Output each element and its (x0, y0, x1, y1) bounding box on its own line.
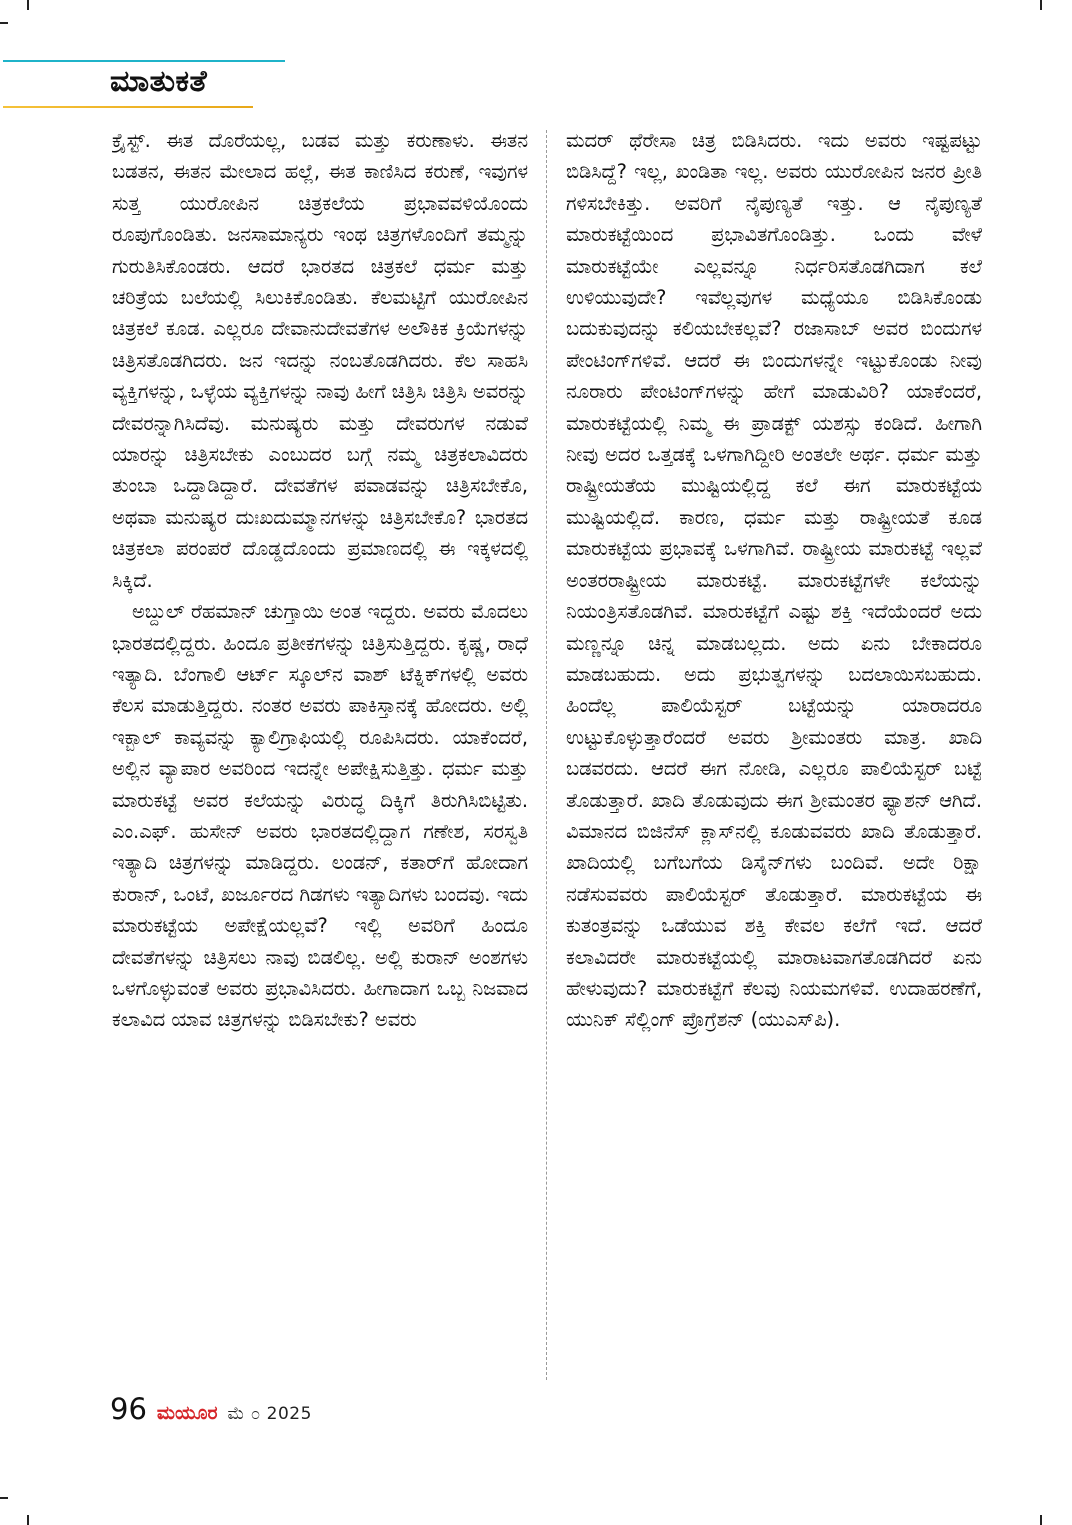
article-column-right (566, 125, 982, 1383)
column-divider (546, 130, 547, 1380)
issue-date: ಮೆ ೦ 2025 (227, 1404, 312, 1424)
crop-mark-bottom-right (1040, 1515, 1042, 1525)
page-number: 96 (110, 1392, 147, 1426)
paragraph: ಮದರ್ ಥೆರೇಸಾ ಚಿತ್ರ ಬಿಡಿಸಿದರು. ಇದು ಅವರು ಇಷ್ಟಪಟ್ಟು ಬಿಡಿಸಿದ್ದೆ? ಇಲ್ಲ, ಖಂಡಿತಾ ಇಲ್ಲ. ಅವರು ಯುರೋಪಿನ ಜನರ ಪ್ರೀತಿ ಗಳಿಸಬೇಕಿತ್ತು. ಅವರಿಗೆ ನೈಪುಣ್ಯತೆ ಇತ್ತು. ಆ ನೈಪುಣ್ಯತೆ ಮಾರುಕಟ್ಟೆಯಿಂದ ಪ್ರಭಾವಿತಗೊಂಡಿತ್ತು. ಒಂದು ವೇಳೆ ಮಾರುಕಟ್ಟೆಯೇ ಎಲ್ಲವನ್ನೂ ನಿರ್ಧರಿಸತೊಡಗಿದಾಗ ಕಲೆ ಉಳಿಯುವುದೇ? ಇವೆಲ್ಲವುಗಳ ಮಧ್ಯೆಯೂ ಬಿಡಿಸಿಕೊಂಡು ಬದುಕುವುದನ್ನು ಕಲಿಯಬೇಕಲ್ಲವೆ? ರಜಾಸಾಬ್ ಅವರ ಬಿಂದುಗಳ ಪೇಂಟಿಂಗ್‌ಗಳಿವೆ. ಆದರೆ ಈ ಬಿಂದುಗಳನ್ನೇ ಇಟ್ಟುಕೊಂಡು ನೀವು ನೂರಾರು ಪೇಂಟಿಂಗ್‌ಗಳನ್ನು ಹೇಗೆ ಮಾಡುವಿರಿ? ಯಾಕೆಂದರೆ, ಮಾರುಕಟ್ಟೆಯಲ್ಲಿ ನಿಮ್ಮ ಈ ಪ್ರಾಡಕ್ಟ್ ಯಶಸ್ಸು ಕಂಡಿದೆ. ಹೀಗಾಗಿ ನೀವು ಅದರ ಒತ್ತಡಕ್ಕೆ ಒಳಗಾಗಿದ್ದೀರಿ ಅಂತಲೇ ಅರ್ಥ. ಧರ್ಮ ಮತ್ತು ರಾಷ್ಟ್ರೀಯತೆಯ ಮುಷ್ಟಿಯಲ್ಲಿದ್ದ ಕಲೆ ಈಗ ಮಾರುಕಟ್ಟೆಯ ಮುಷ್ಟಿಯಲ್ಲಿದೆ. ಕಾರಣ, ಧರ್ಮ ಮತ್ತು ರಾಷ್ಟ್ರೀಯತೆ ಕೂಡ ಮಾರುಕಟ್ಟೆಯ ಪ್ರಭಾವಕ್ಕೆ ಒಳಗಾಗಿವೆ. ರಾಷ್ಟ್ರೀಯ ಮಾರುಕಟ್ಟೆ ಇಲ್ಲವೆ ಅಂತರರಾಷ್ಟ್ರೀಯ ಮಾರುಕಟ್ಟೆ. ಮಾರುಕಟ್ಟೆಗಳೇ ಕಲೆಯನ್ನು ನಿಯಂತ್ರಿಸತೊಡಗಿವೆ. ಮಾರುಕಟ್ಟೆಗೆ ಎಷ್ಟು ಶಕ್ತಿ ಇದೆಯೆಂದರೆ ಅದು ಮಣ್ಣನ್ನೂ ಚಿನ್ನ ಮಾಡಬಲ್ಲದು. ಅದು ಏನು ಬೇಕಾದರೂ ಮಾಡಬಹುದು. ಅದು ಪ್ರಭುತ್ವಗಳನ್ನು ಬದಲಾಯಿಸಬಹುದು. ಹಿಂದೆಲ್ಲ ಪಾಲಿಯೆಸ್ಟರ್ ಬಟ್ಟೆಯನ್ನು ಯಾರಾದರೂ ಉಟ್ಟುಕೊಳ್ಳುತ್ತಾರೆಂದರೆ ಅವರು ಶ್ರೀಮಂತರು ಮಾತ್ರ. ಖಾದಿ ಬಡವರದು. ಆದರೆ ಈಗ ನೋಡಿ, ಎಲ್ಲರೂ ಪಾಲಿಯೆಸ್ಟರ್ ಬಟ್ಟೆ ತೊಡುತ್ತಾರೆ. ಖಾದಿ ತೊಡುವುದು ಈಗ ಶ್ರೀಮಂತರ ಫ್ಯಾಶನ್ ಆಗಿದೆ. ವಿಮಾನದ ಬಿಜಿನೆಸ್ ಕ್ಲಾಸ್‌ನಲ್ಲಿ ಕೂಡುವವರು ಖಾದಿ ತೊಡುತ್ತಾರೆ. ಖಾದಿಯಲ್ಲಿ ಬಗೆಬಗೆಯ ಡಿಸೈನ್‌ಗಳು ಬಂದಿವೆ. ಅದೇ ರಿಕ್ಷಾ ನಡೆಸುವವರು ಪಾಲಿಯೆಸ್ಟರ್ ತೊಡುತ್ತಾರೆ. ಮಾರುಕಟ್ಟೆಯ ಈ ಕುತಂತ್ರವನ್ನು ಒಡೆಯುವ ಶಕ್ತಿ ಕೇವಲ ಕಲೆಗೆ ಇದೆ. ಆದರೆ ಕಲಾವಿದರೇ ಮಾರುಕಟ್ಟೆಯಲ್ಲಿ ಮಾರಾಟವಾಗತೊಡಗಿದರೆ ಏನು ಹೇಳುವುದು? ಮಾರುಕಟ್ಟೆಗೆ ಕೆಲವು ನಿಯಮಗಳಿವೆ. ಉದಾಹರಣೆಗೆ, ಯುನಿಕ್ ಸೆಲ್ಲಿಂಗ್ ಪ್ರೊಗ್ರೆಶನ್ (ಯುಎಸ್‌ಪಿ). (566, 129, 982, 1032)
page-footer (110, 1392, 312, 1426)
header-rule-bottom (3, 106, 253, 108)
header-rule-top (3, 60, 285, 62)
paragraph: ಕ್ರೈಸ್ಟ್. ಈತ ದೊರೆಯಲ್ಲ, ಬಡವ ಮತ್ತು ಕರುಣಾಳು. ಈತನ ಬಡತನ, ಈತನ ಮೇಲಾದ ಹಲ್ಲೆ, ಈತ ಕಾಣಿಸಿದ ಕರುಣೆ, ಇವುಗಳ ಸುತ್ತ ಯುರೋಪಿನ ಚಿತ್ರಕಲೆಯ ಪ್ರಭಾವವಳಿಯೊಂದು ರೂಪುಗೊಂಡಿತು. ಜನಸಾಮಾನ್ಯರು ಇಂಥ ಚಿತ್ರಗಳೊಂದಿಗೆ ತಮ್ಮನ್ನು ಗುರುತಿಸಿಕೊಂಡರು. ಆದರೆ ಭಾರತದ ಚಿತ್ರಕಲೆ ಧರ್ಮ ಮತ್ತು ಚರಿತ್ರೆಯ ಬಲೆಯಲ್ಲಿ ಸಿಲುಕಿಕೊಂಡಿತು. ಕೆಲಮಟ್ಟಿಗೆ ಯುರೋಪಿನ ಚಿತ್ರಕಲೆ ಕೂಡ. ಎಲ್ಲರೂ ದೇವಾನುದೇವತೆಗಳ ಅಲೌಕಿಕ ಕ್ರಿಯೆಗಳನ್ನು ಚಿತ್ರಿಸತೊಡಗಿದರು. ಜನ ಇದನ್ನು ನಂಬತೊಡಗಿದರು. ಕೆಲ ಸಾಹಸಿ ವ್ಯಕ್ತಿಗಳನ್ನು, ಒಳ್ಳೆಯ ವ್ಯಕ್ತಿಗಳನ್ನು ನಾವು ಹೀಗೆ ಚಿತ್ರಿಸಿ ಚಿತ್ರಿಸಿ ಅವರನ್ನು ದೇವರನ್ನಾಗಿಸಿದೆವು. ಮನುಷ್ಯರು ಮತ್ತು ದೇವರುಗಳ ನಡುವೆ ಯಾರನ್ನು ಚಿತ್ರಿಸಬೇಕು ಎಂಬುದರ ಬಗ್ಗೆ ನಮ್ಮ ಚಿತ್ರಕಲಾವಿದರು ತುಂಬಾ ಒದ್ದಾಡಿದ್ದಾರೆ. ದೇವತೆಗಳ ಪವಾಡವನ್ನು ಚಿತ್ರಿಸಬೇಕೊ, ಅಥವಾ ಮನುಷ್ಯರ ದುಃಖದುಮ್ಮಾನಗಳನ್ನು ಚಿತ್ರಿಸಬೇಕೊ? ಭಾರತದ ಚಿತ್ರಕಲಾ ಪರಂಪರೆ ದೊಡ್ಡದೊಂದು ಪ್ರಮಾಣದಲ್ಲಿ ಈ ಇಕ್ಕಳದಲ್ಲಿ ಸಿಕ್ಕಿದೆ. (112, 129, 528, 592)
article-column-left (112, 125, 528, 1383)
crop-mark-top-left (27, 0, 29, 10)
magazine-name: ಮಯೂರ (156, 1402, 218, 1424)
paragraph: ಅಬ್ದುಲ್ ರೆಹಮಾನ್ ಚುಗ್ತಾಯಿ ಅಂತ ಇದ್ದರು. ಅವರು ಮೊದಲು ಭಾರತದಲ್ಲಿದ್ದರು. ಹಿಂದೂ ಪ್ರತೀಕಗಳನ್ನು ಚಿತ್ರಿಸುತ್ತಿದ್ದರು. ಕೃಷ್ಣ, ರಾಧೆ ಇತ್ಯಾದಿ. ಬೆಂಗಾಲಿ ಆರ್ಟ್ ಸ್ಕೂಲ್‌ನ ವಾಶ್ ಟೆಕ್ನಿಕ್‌ಗಳಲ್ಲಿ ಅವರು ಕೆಲಸ ಮಾಡುತ್ತಿದ್ದರು. ನಂತರ ಅವರು ಪಾಕಿಸ್ತಾನಕ್ಕೆ ಹೋದರು. ಅಲ್ಲಿ ಇಕ್ಬಾಲ್ ಕಾವ್ಯವನ್ನು ಕ್ಯಾಲಿಗ್ರಾಫಿಯಲ್ಲಿ ರೂಪಿಸಿದರು. ಯಾಕೆಂದರೆ, ಅಲ್ಲಿನ ವ್ಯಾಪಾರ ಅವರಿಂದ ಇದನ್ನೇ ಅಪೇಕ್ಷಿಸುತ್ತಿತ್ತು. ಧರ್ಮ ಮತ್ತು ಮಾರುಕಟ್ಟೆ ಅವರ ಕಲೆಯನ್ನು ವಿರುದ್ಧ ದಿಕ್ಕಿಗೆ ತಿರುಗಿಸಿಬಿಟ್ಟಿತು. ಎಂ.ಎಫ್. ಹುಸೇನ್ ಅವರು ಭಾರತದಲ್ಲಿದ್ದಾಗ ಗಣೇಶ, ಸರಸ್ವತಿ ಇತ್ಯಾದಿ ಚಿತ್ರಗಳನ್ನು ಮಾಡಿದ್ದರು. ಲಂಡನ್, ಕತಾರ್‌ಗೆ ಹೋದಾಗ ಕುರಾನ್, ಒಂಟೆ, ಖರ್ಜೂರದ ಗಿಡಗಳು ಇತ್ಯಾದಿಗಳು ಬಂದವು. ಇದು ಮಾರುಕಟ್ಟೆಯ ಅಪೇಕ್ಷೆಯಲ್ಲವೆ? ಇಲ್ಲಿ ಅವರಿಗೆ ಹಿಂದೂ ದೇವತೆಗಳನ್ನು ಚಿತ್ರಿಸಲು ನಾವು ಬಿಡಲಿಲ್ಲ. ಅಲ್ಲಿ ಕುರಾನ್ ಅಂಶಗಳು ಒಳಗೊಳ್ಳುವಂತೆ ಅವರು ಪ್ರಭಾವಿಸಿದರು. ಹೀಗಾದಾಗ ಒಬ್ಬ ನಿಜವಾದ ಕಲಾವಿದ ಯಾವ ಚಿತ್ರಗಳನ್ನು ಬಿಡಿಸಬೇಕು? ಅವರು (112, 600, 528, 1032)
crop-mark-top-right (1040, 0, 1042, 10)
crop-mark-left-upper (0, 22, 8, 24)
section-title: ಮಾತುಕತೆ (110, 64, 208, 99)
crop-mark-bottom-left (27, 1515, 29, 1525)
crop-mark-left-lower (0, 1497, 8, 1499)
